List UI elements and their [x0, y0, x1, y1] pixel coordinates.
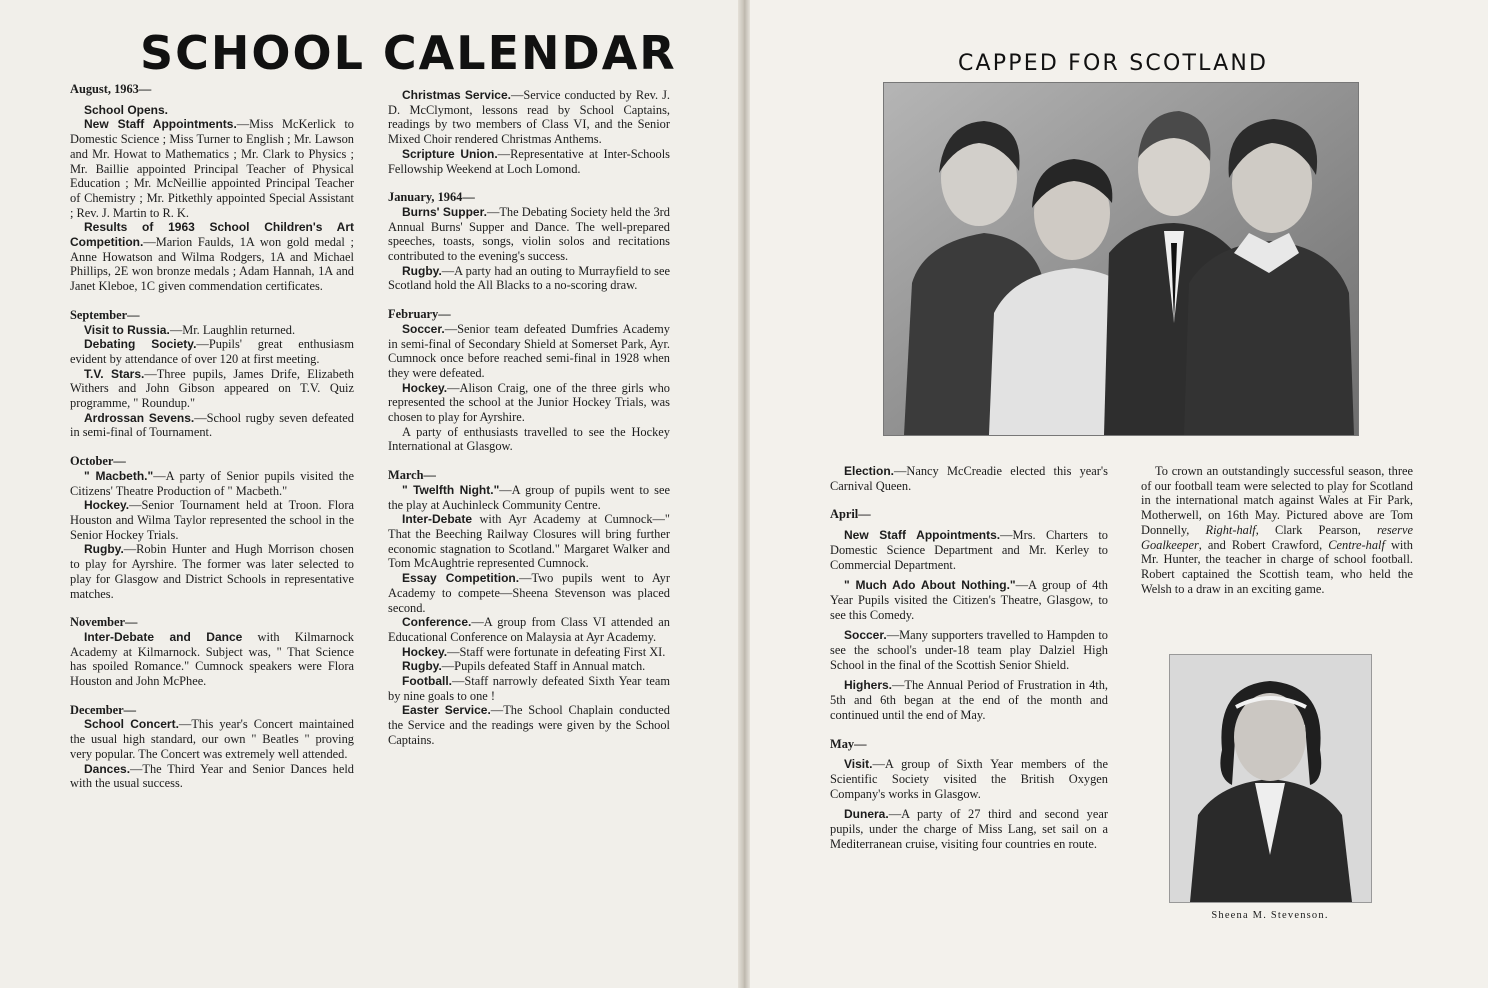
calendar-entry: New Staff Appointments.—Miss McKerlick to Domestic Science ; Miss Turner to English ; Mr. Lawson and Mr. Howat to Mathematics ; Mr. Clark to Physics ; Mr. Baillie appointed Principal Teacher of Physical Education ; Mr. McNeillie appointed Principal Teacher of Chemistry ; Mr. Pitkethly appointed Special Assistant ; Rev. J. Martin to R. K.: [70, 117, 354, 220]
calendar-entry: Soccer.—Senior team defeated Dumfries Academy in semi-final of Secondary Shield at Somerset Park, Ayr. Cumnock once before reached semi-final in 1928 when they were defeated.: [388, 321, 670, 380]
month-heading: March—: [388, 468, 436, 483]
calendar-entry: A party of enthusiasts travelled to see the Hockey International at Glasgow.: [388, 424, 670, 454]
calendar-entry: Inter-Debate and Dance with Kilmarnock Academy at Kilmarnock. Subject was, " That Science has spoiled Romance." Cumnock speakers were Flora Houston and John McPhee.: [70, 629, 354, 689]
capped-for-scotland-title: CAPPED FOR SCOTLAND: [958, 51, 1269, 76]
calendar-entry: Burns' Supper.—The Debating Society held the 3rd Annual Burns' Supper and Dance. The well-prepared speeches, toasts, songs, violin solos and recitations contributed to the evening's success.: [388, 204, 670, 264]
calendar-entry: Visit to Russia.—Mr. Laughlin returned.: [84, 322, 296, 337]
calendar-entry: School Concert.—This year's Concert maintained the usual high standard, our own " Beatles " proving very popular. The Concert was extremely well attended.: [70, 717, 354, 761]
calendar-entry: Highers.—The Annual Period of Frustration in 4th, 5th and 6th began at the end of the month and continued until the end of May.: [830, 678, 1108, 722]
month-heading: December—: [70, 702, 137, 717]
team-caption-column: [1141, 464, 1413, 596]
calendar-entry: Inter-Debate with Ayr Academy at Cumnock—" That the Beeching Railway Closures will bring further economic stagnation to Scotland." Margaret Walker and Tom McAughtrie represented Cumnock.: [388, 512, 670, 571]
calendar-entry: Hockey.—Senior Tournament held at Troon. Flora Houston and Wilma Taylor represented the school in the Senior Hockey Trials.: [70, 498, 354, 542]
month-heading: April—: [830, 507, 871, 522]
month-heading: May—: [830, 736, 867, 751]
calendar-entry: Hockey.—Staff were fortunate in defeating First XI.: [402, 644, 666, 659]
calendar-entry: Results of 1963 School Children's Art Competition.—Marion Faulds, 1A won gold medal ; Anne Howatson and Wilma Rodgers, 1A and Michael Phillips, 2E won bronze medals ; Adam Hannah, 1A and Janet Kleboe, 1C given commendation certificates.: [70, 220, 354, 294]
calendar-entry: " Much Ado About Nothing."—A group of 4th Year Pupils visited the Citizen's Theatre, Glasgow, to see this Comedy.: [830, 578, 1108, 622]
calendar-entry: New Staff Appointments.—Mrs. Charters to Domestic Science Department and Mr. Kerley to Commercial Department.: [830, 528, 1109, 572]
calendar-entry: T.V. Stars.—Three pupils, James Drife, Elizabeth Withers and John Gibson appeared on T.V. Quiz programme, " Roundup.": [70, 366, 354, 411]
calendar-entry: School Opens.: [84, 102, 169, 117]
portrait-caption: Sheena M. Stevenson.: [1211, 910, 1329, 921]
calendar-entry: Hockey.—Alison Craig, one of the three girls who represented the school at the Junior Hockey Trials, was chosen to play for Ayrshire.: [388, 380, 670, 425]
month-heading: November—: [70, 615, 138, 630]
calendar-entry: Scripture Union.—Representative at Inter-Schools Fellowship Weekend at Loch Lomond.: [388, 146, 670, 176]
portrait-image: [1170, 655, 1371, 902]
calendar-entry: Election.—Nancy McCreadie elected this year's Carnival Queen.: [830, 464, 1108, 493]
calendar-entry: " Twelfth Night."—A group of pupils went to see the play at Auchinleck Community Centre.: [388, 482, 670, 512]
calendar-column-1: [70, 82, 354, 791]
calendar-entry: Easter Service.—The School Chaplain conducted the Service and the readings were given by the School Captains.: [388, 703, 670, 747]
month-heading: August, 1963—: [70, 82, 152, 96]
calendar-entry: Ardrossan Sevens.—School rugby seven defeated in semi-final of Tournament.: [70, 410, 354, 440]
calendar-entry: Dunera.—A party of 27 third and second year pupils, under the charge of Miss Lang, set sail on a Mediterranean cruise, visiting four countries en route.: [830, 807, 1108, 851]
month-heading: September—: [70, 307, 140, 322]
calendar-entry: Rugby.—A party had an outing to Murrayfield to see Scotland hold the All Blacks to a no-scoring draw.: [388, 263, 670, 293]
calendar-entry: Essay Competition.—Two pupils went to Ayr Academy to compete—Sheena Stevenson was placed second.: [388, 571, 671, 615]
football-team-photo: [883, 82, 1359, 436]
calendar-column-2: [388, 88, 670, 748]
calendar-entry: Conference.—A group from Class VI attended an Educational Conference on Malaysia at Ayr Academy.: [388, 615, 670, 644]
team-caption-text: To crown an outstandingly successful season, three of our football team were selected to play for Scotland in the international match against Wales at Fir Park, Motherwell, on 16th May. Pictured above are Tom Donnelly, Right-half, Clark Pearson, reserve Goalkeeper, and Robert Crawford, Centre-half with Mr. Hunter, the teacher in charge of school football. Robert captained the Scottish team, who held the Welsh to a draw in an exciting game.: [1141, 464, 1413, 596]
calendar-entry: Dances.—The Third Year and Senior Dances held with the usual success.: [70, 761, 354, 791]
calendar-entry: Christmas Service.—Service conducted by Rev. J. D. McClymont, lessons read by School Captains, readings by two members of Class VI, and the Senior Mixed Choir rendered Christmas Anthems.: [388, 88, 670, 147]
calendar-entry: Soccer.—Many supporters travelled to Hampden to see the school's under-18 team play Dalziel High School in the final of the Scottish Senior Shield.: [830, 628, 1108, 672]
portrait-photo: [1169, 654, 1372, 903]
calendar-entry: " Macbeth."—A party of Senior pupils visited the Citizens' Theatre Production of " Macbeth.": [70, 468, 354, 498]
page-gutter: [738, 0, 750, 988]
calendar-entry: Visit.—A group of Sixth Year members of the Scientific Society visited the British Oxygen Company's works in Glasgow.: [830, 757, 1108, 801]
month-heading: October—: [70, 454, 126, 469]
team-photo-image: [884, 83, 1358, 435]
calendar-entry: Rugby.—Robin Hunter and Hugh Morrison chosen to play for Ayrshire. The former was later selected to play for Glasgow and District Schools in representative matches.: [70, 542, 354, 601]
month-heading: January, 1964—: [388, 190, 475, 205]
school-calendar-title: SCHOOL CALENDAR: [140, 26, 677, 80]
calendar-entry: Football.—Staff narrowly defeated Sixth Year team by nine goals to one !: [388, 674, 670, 703]
calendar-entry: Debating Society.—Pupils' great enthusiasm evident by attendance of over 120 at first meeting.: [70, 337, 354, 366]
calendar-column-3: [830, 464, 1108, 851]
calendar-entry: Rugby.—Pupils defeated Staff in Annual match.: [402, 659, 646, 674]
month-heading: February—: [388, 307, 451, 322]
